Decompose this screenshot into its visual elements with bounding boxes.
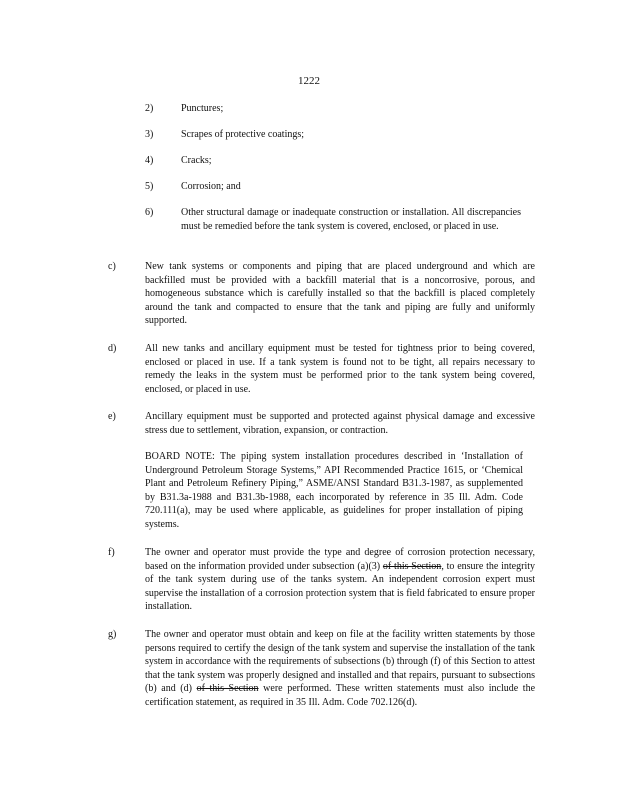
item-number: 5) (145, 181, 154, 192)
item-text: Scrapes of protective coatings; (181, 129, 305, 140)
page-number: 1222 (298, 75, 320, 87)
paragraph-text (145, 628, 535, 709)
item-number: 6) (145, 207, 154, 218)
paragraph-label: g) (108, 629, 117, 640)
item-number: 2) (145, 103, 154, 114)
item-number: 4) (145, 155, 154, 166)
struck-text: of this Section (196, 683, 259, 694)
paragraph-label: d) (108, 343, 117, 354)
item-text: Cracks; (181, 155, 212, 166)
paragraph-label: e) (108, 411, 116, 422)
paragraph-label: c) (108, 261, 116, 272)
paragraph-text: Ancillary equipment must be supported and protected against physical damage and excessive stress due to settlement, vibration, expansion, or contraction. (145, 411, 535, 436)
text-part: were performed. These written statements must also include the certification statement, as required in 35 Ill. Adm. Code 702.126(d). (145, 683, 536, 708)
text-part: The owner and operator must obtain and keep on file at the facility written statements by those persons required to certify the design of the tank system and supervise the installation of the tank system in accordance with the requirements of subsections (b) through (f) of this Section to attest that the tank system was properly designed and installed and that repairs, pursuant to subsections (b) and (d) (145, 629, 535, 694)
item-text: Other structural damage or inadequate construction or installation. All discrepancies must be remedied before the tank system is covered, enclosed, or placed in use. (181, 207, 521, 232)
text-part: The owner and operator must provide the type and degree of corrosion protection necessary, based on the information provided under subsection (a)(3) (145, 547, 535, 572)
paragraph-label: f) (108, 547, 115, 558)
item-text: Corrosion; and (181, 181, 241, 192)
paragraph-text: New tank systems or components and piping that are placed underground and which are backfilled must be provided with a backfill material that is a noncorrosive, porous, and homogeneous substance which is carefully installed so that the backfill is placed completely around the tank and compacted to ensure that the tank and piping are fully and uniformly supported. (145, 261, 535, 326)
board-note: BOARD NOTE: The piping system installation procedures described in ‘Installation of Underground Petroleum Storage Systems,” API Recommended Practice 1615, or ‘Chemical Plant and Petroleum Refinery Piping,” ASME/ANSI Standard B31.3-1987, as supplemented by B31.3a-1988 and B31.3b-1988, each incorporated by reference in 35 Ill. Adm. Code 720.111(a), may be used where applicable, as guidelines for proper installation of piping systems. (145, 451, 523, 530)
struck-text: of this Section (382, 560, 442, 572)
text-part: , to ensure the integrity of the tank system during use of the tanks system. An independent corrosion expert must supervise the installation of a corrosion protection system that is field fabricated to ensure proper installation. (145, 560, 535, 612)
paragraph-text (145, 546, 535, 614)
paragraph-text: All new tanks and ancillary equipment must be tested for tightness prior to being covered, enclosed or placed in use. If a tank system is found not to be tight, all repairs necessary to remedy the leaks in the system must be performed prior to the tank system being covered, enclosed, or placed in use. (145, 343, 535, 395)
item-text: Punctures; (181, 103, 224, 114)
item-number: 3) (145, 129, 154, 140)
